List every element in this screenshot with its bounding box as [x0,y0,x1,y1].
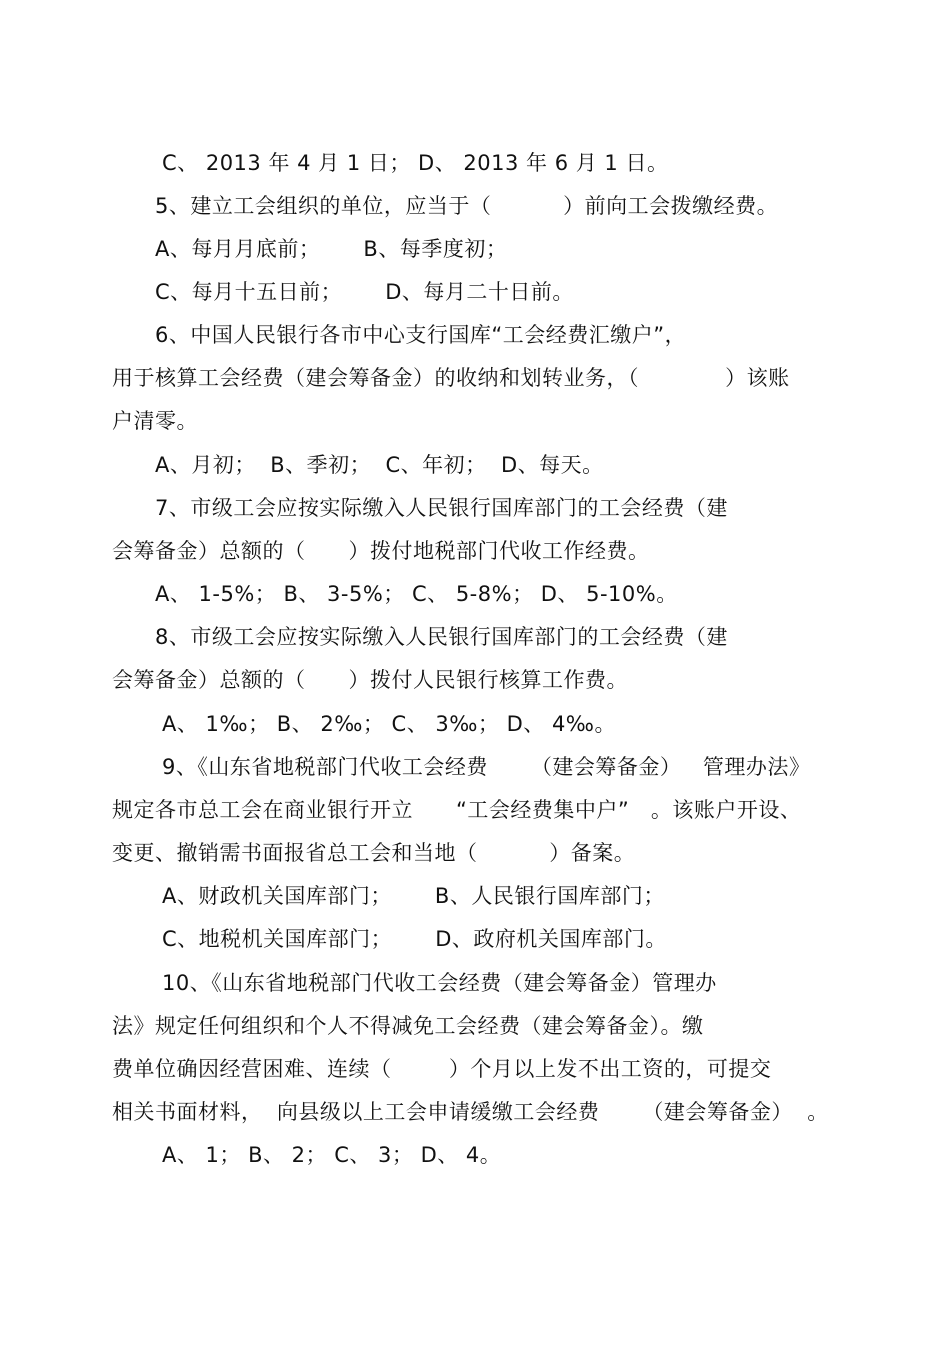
question-6-stem: 户清零。 [112,409,198,433]
question-5-options-cd: C、每月十五日前； D、每月二十日前。 [155,280,574,304]
question-8-options: A、 1‰； B、 2‰； C、 3‰； D、 4‰。 [162,712,616,736]
question-10-stem: 法》规定任何组织和个人不得减免工会经费（建会筹备金）。缴 [112,1014,704,1038]
question-9-stem: 变更、撤销需书面报省总工会和当地（ ）备案。 [112,841,636,865]
question-10-stem: 10、《山东省地税部门代收工会经费（建会筹备金）管理办 [162,971,717,995]
question-8-stem: 8、市级工会应按实际缴入人民银行国库部门的工会经费（建 [155,625,728,649]
question-9-stem: 9、《山东省地税部门代收工会经费 （建会筹备金） 管理办法》 [162,755,811,779]
question-9-options-cd: C、地税机关国库部门； D、政府机关国库部门。 [162,927,667,951]
text-line: C、 2013 年 4 月 1 日； D、 2013 年 6 月 1 日。 [162,151,669,175]
question-9-stem: 规定各市总工会在商业银行开立 “工会经费集中户” 。该账户开设、 [112,798,802,822]
question-6-stem: 用于核算工会经费（建会筹备金）的收纳和划转业务，（ ）该账 [112,366,790,390]
question-10-stem: 相关书面材料， 向县级以上工会申请缓缴工会经费 （建会筹备金） 。 [112,1100,829,1124]
question-5-stem: 5、建立工会组织的单位，应当于（ ）前向工会拨缴经费。 [155,194,779,218]
question-6-options: A、月初； B、季初； C、年初； D、每天。 [155,453,604,477]
question-10-stem: 费单位确因经营困难、连续（ ）个月以上发不出工资的，可提交 [112,1057,772,1081]
question-8-stem: 会筹备金）总额的（ ）拨付人民银行核算工作费。 [112,668,629,692]
question-9-options-ab: A、财政机关国库部门； B、人民银行国库部门； [162,884,665,908]
question-6-stem: 6、中国人民银行各市中心支行国库“工会经费汇缴户”， [155,323,687,347]
question-5-options-ab: A、每月月底前； B、每季度初； [155,237,508,261]
question-10-options: A、 1； B、 2； C、 3； D、 4。 [162,1143,502,1167]
question-7-stem: 会筹备金）总额的（ ）拨付地税部门代收工作经费。 [112,539,650,563]
question-7-options: A、 1-5%； B、 3-5%； C、 5-8%； D、 5-10%。 [155,582,678,606]
question-7-stem: 7、市级工会应按实际缴入人民银行国库部门的工会经费（建 [155,496,728,520]
